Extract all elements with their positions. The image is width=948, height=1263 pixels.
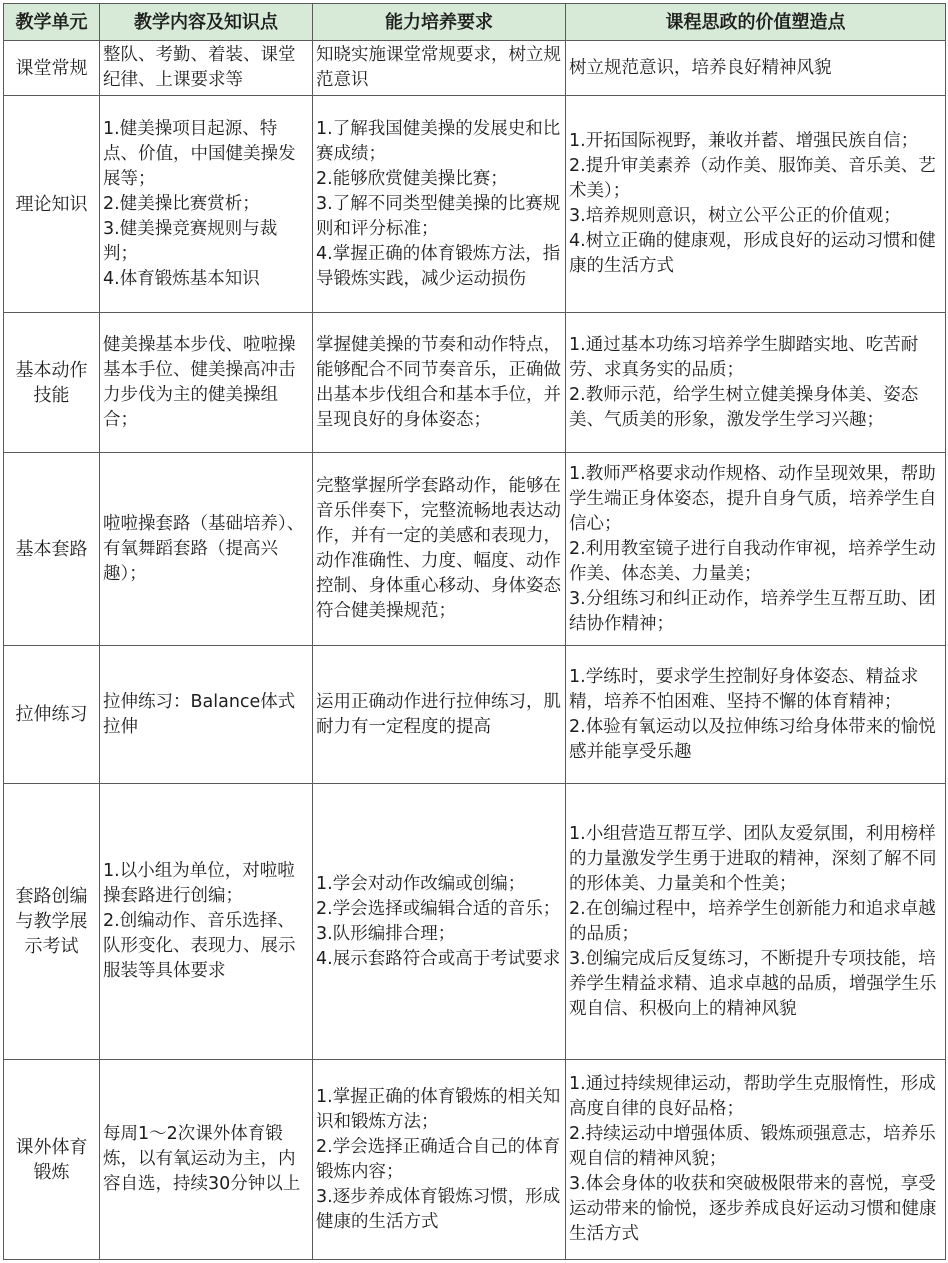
table-row bbox=[4, 41, 946, 96]
curriculum-table bbox=[3, 3, 946, 1260]
table-row bbox=[4, 313, 946, 453]
value-cell: 树立规范意识，培养良好精神风貌 bbox=[566, 41, 946, 96]
content-cell: 1.健美操项目起源、特点、价值，中国健美操发展等； 2.健美操比赛赏析； 3.健美操竞赛规则与裁判； 4.体育锻炼基本知识 bbox=[100, 96, 313, 313]
ability-cell: 1.学会对动作改编或创编； 2.学会选择或编辑合适的音乐； 3.队形编排合理； 4.展示套路符合或高于考试要求 bbox=[313, 784, 566, 1060]
unit-cell: 套路创编与教学展示考试 bbox=[4, 784, 100, 1060]
ability-cell: 完整掌握所学套路动作，能够在音乐伴奏下，完整流畅地表达动作，并有一定的美感和表现力，动作准确性、力度、幅度、动作控制、身体重心移动、身体姿态符合健美操规范； bbox=[313, 453, 566, 646]
table-row bbox=[4, 96, 946, 313]
value-cell: 1.学练时，要求学生控制好身体姿态、精益求精，培养不怕困难、坚持不懈的体育精神； 2.体验有氧运动以及拉伸练习给身体带来的愉悦感并能享受乐趣 bbox=[566, 646, 946, 784]
ability-cell: 1.了解我国健美操的发展史和比赛成绩； 2.能够欣赏健美操比赛； 3.了解不同类型健美操的比赛规则和评分标准； 4.掌握正确的体育锻炼方法，指导锻炼实践，减少运动损伤 bbox=[313, 96, 566, 313]
unit-cell: 拉伸练习 bbox=[4, 646, 100, 784]
content-cell: 整队、考勤、着装、课堂纪律、上课要求等 bbox=[100, 41, 313, 96]
table-row bbox=[4, 453, 946, 646]
header-value: 课程思政的价值塑造点 bbox=[566, 4, 946, 41]
unit-cell: 课外体育锻炼 bbox=[4, 1060, 100, 1260]
table-row bbox=[4, 784, 946, 1060]
header-row bbox=[4, 4, 946, 41]
unit-cell: 基本套路 bbox=[4, 453, 100, 646]
unit-cell: 课堂常规 bbox=[4, 41, 100, 96]
content-cell: 啦啦操套路（基础培养）、有氧舞蹈套路（提高兴趣）； bbox=[100, 453, 313, 646]
header-content: 教学内容及知识点 bbox=[100, 4, 313, 41]
content-cell: 拉伸练习：Balance体式拉伸 bbox=[100, 646, 313, 784]
content-cell: 每周1～2次课外体育锻炼，以有氧运动为主，内容自选，持续30分钟以上 bbox=[100, 1060, 313, 1260]
content-cell: 健美操基本步伐、啦啦操基本手位、健美操高冲击力步伐为主的健美操组合； bbox=[100, 313, 313, 453]
unit-cell: 基本动作技能 bbox=[4, 313, 100, 453]
value-cell: 1.通过持续规律运动，帮助学生克服惰性，形成高度自律的良好品格； 2.持续运动中增强体质、锻炼顽强意志，培养乐观自信的精神风貌； 3.体会身体的收获和突破极限带来的喜悦，享受运动带来的愉悦，逐步养成良好运动习惯和健康生活方式 bbox=[566, 1060, 946, 1260]
ability-cell: 掌握健美操的节奏和动作特点，能够配合不同节奏音乐，正确做出基本步伐组合和基本手位，并呈现良好的身体姿态； bbox=[313, 313, 566, 453]
ability-cell: 1.掌握正确的体育锻炼的相关知识和锻炼方法； 2.学会选择正确适合自己的体育锻炼内容； 3.逐步养成体育锻炼习惯，形成健康的生活方式 bbox=[313, 1060, 566, 1260]
table-row bbox=[4, 646, 946, 784]
unit-cell: 理论知识 bbox=[4, 96, 100, 313]
ability-cell: 知晓实施课堂常规要求，树立规范意识 bbox=[313, 41, 566, 96]
value-cell: 1.通过基本功练习培养学生脚踏实地、吃苦耐劳、求真务实的品质； 2.教师示范，给学生树立健美操身体美、姿态美、气质美的形象，激发学生学习兴趣； bbox=[566, 313, 946, 453]
table-row bbox=[4, 1060, 946, 1260]
content-cell: 1.以小组为单位，对啦啦操套路进行创编； 2.创编动作、音乐选择、队形变化、表现力、展示服装等具体要求 bbox=[100, 784, 313, 1060]
ability-cell: 运用正确动作进行拉伸练习，肌耐力有一定程度的提高 bbox=[313, 646, 566, 784]
value-cell: 1.开拓国际视野，兼收并蓄、增强民族自信； 2.提升审美素养（动作美、服饰美、音乐美、艺术美）； 3.培养规则意识，树立公平公正的价值观； 4.树立正确的健康观，形成良好的运动习惯和健康的生活方式 bbox=[566, 96, 946, 313]
value-cell: 1.教师严格要求动作规格、动作呈现效果，帮助学生端正身体姿态，提升自身气质，培养学生自信心； 2.利用教室镜子进行自我动作审视，培养学生动作美、体态美、力量美； 3.分组练习和纠正动作，培养学生互帮互助、团结协作精神； bbox=[566, 453, 946, 646]
value-cell: 1.小组营造互帮互学、团队友爱氛围，利用榜样的力量激发学生勇于进取的精神，深刻了解不同的形体美、力量美和个性美； 2.在创编过程中，培养学生创新能力和追求卓越的品质； 3.创编完成后反复练习，不断提升专项技能，培养学生精益求精、追求卓越的品质，增强学生乐观自信、积极向上的精神风貌 bbox=[566, 784, 946, 1060]
header-unit: 教学单元 bbox=[4, 4, 100, 41]
header-ability: 能力培养要求 bbox=[313, 4, 566, 41]
